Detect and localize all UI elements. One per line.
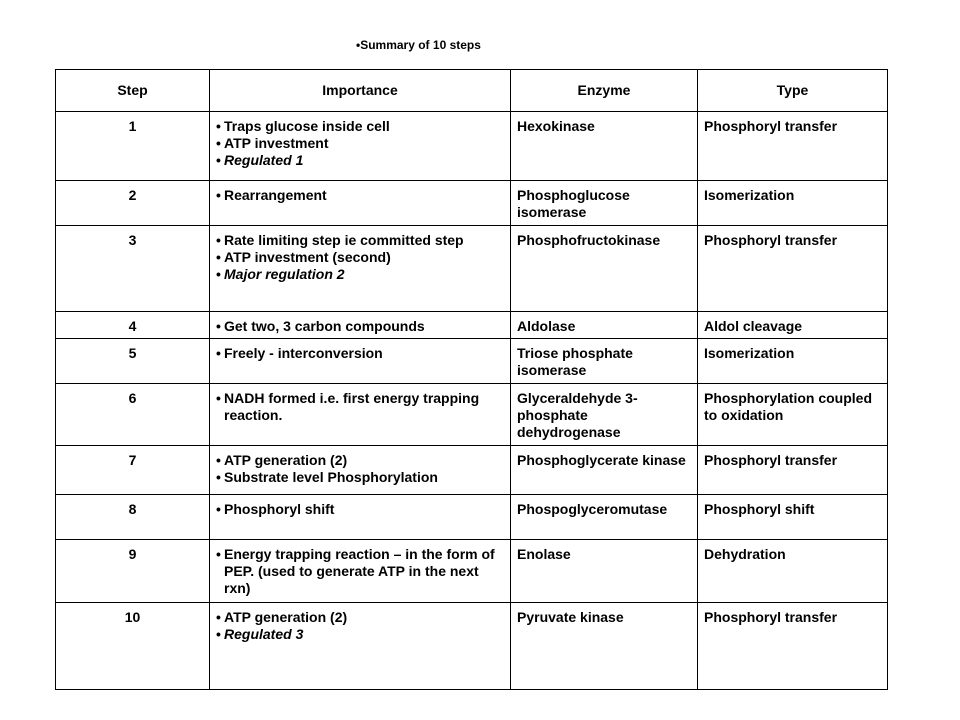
table-body [56, 112, 888, 690]
importance-bullet-item [216, 266, 504, 283]
page-title-text: Summary of 10 steps [360, 38, 481, 52]
importance-bullet-item [216, 249, 504, 266]
importance-text: Energy trapping reaction – in the form of PEP. (used to generate ATP in the next rxn) [224, 546, 495, 596]
type-cell: Phosphoryl transfer [698, 603, 888, 690]
bullet-icon: • [216, 626, 221, 642]
table-row [56, 446, 888, 495]
type-cell: Phosphoryl shift [698, 495, 888, 540]
importance-cell [210, 312, 511, 339]
bullet-icon: • [216, 345, 221, 361]
step-cell: 9 [56, 540, 210, 603]
importance-bullet-item [216, 501, 504, 518]
bullet-icon: • [216, 501, 221, 517]
importance-text: Substrate level Phosphorylation [224, 469, 438, 485]
table-header-row [56, 70, 888, 112]
bullet-icon: • [216, 187, 221, 203]
importance-text: Rate limiting step ie committed step [224, 232, 464, 248]
enzyme-cell: Enolase [511, 540, 698, 603]
importance-cell [210, 226, 511, 312]
step-cell: 6 [56, 384, 210, 446]
importance-text: Phosphoryl shift [224, 501, 335, 517]
step-cell: 7 [56, 446, 210, 495]
bullet-icon: • [216, 390, 221, 406]
step-cell: 2 [56, 181, 210, 226]
importance-text: ATP generation (2) [224, 609, 348, 625]
enzyme-cell: Hexokinase [511, 112, 698, 181]
type-cell: Phosphorylation coupled to oxidation [698, 384, 888, 446]
table-row [56, 495, 888, 540]
type-cell: Phosphoryl transfer [698, 226, 888, 312]
importance-text: Get two, 3 carbon compounds [224, 318, 425, 334]
importance-cell [210, 112, 511, 181]
importance-bullet-item [216, 318, 504, 335]
importance-text: Regulated 3 [224, 626, 304, 642]
importance-bullet-item [216, 452, 504, 469]
importance-bullet-item [216, 609, 504, 626]
enzyme-cell: Aldolase [511, 312, 698, 339]
importance-text: ATP generation (2) [224, 452, 348, 468]
table-row [56, 181, 888, 226]
importance-text: Traps glucose inside cell [224, 118, 390, 134]
importance-cell [210, 181, 511, 226]
bullet-icon: • [216, 152, 221, 168]
bullet-icon: • [216, 546, 221, 562]
table-row [56, 603, 888, 690]
header-step: Step [56, 70, 210, 112]
importance-text: Regulated 1 [224, 152, 304, 168]
importance-bullet-item [216, 546, 504, 597]
bullet-icon: • [216, 469, 221, 485]
enzyme-cell: Glyceraldehyde 3-phosphate dehydrogenase [511, 384, 698, 446]
step-cell: 8 [56, 495, 210, 540]
importance-text: ATP investment (second) [224, 249, 391, 265]
table-row [56, 384, 888, 446]
importance-text: Rearrangement [224, 187, 327, 203]
step-cell: 4 [56, 312, 210, 339]
bullet-icon: • [216, 232, 221, 248]
bullet-icon: • [216, 266, 221, 282]
importance-bullet-item [216, 152, 504, 169]
type-cell: Phosphoryl transfer [698, 112, 888, 181]
importance-bullet-item [216, 626, 504, 643]
importance-text: NADH formed i.e. first energy trapping reaction. [224, 390, 480, 423]
enzyme-cell: Triose phosphate isomerase [511, 339, 698, 384]
importance-cell [210, 540, 511, 603]
header-enzyme: Enzyme [511, 70, 698, 112]
page-title [356, 38, 481, 52]
bullet-icon: • [216, 452, 221, 468]
importance-cell [210, 446, 511, 495]
bullet-icon: • [216, 609, 221, 625]
importance-bullet-item [216, 187, 504, 204]
importance-text: Freely - interconversion [224, 345, 383, 361]
importance-bullet-item [216, 390, 504, 424]
importance-bullet-item [216, 135, 504, 152]
type-cell: Isomerization [698, 181, 888, 226]
type-cell: Dehydration [698, 540, 888, 603]
step-cell: 1 [56, 112, 210, 181]
type-cell: Phosphoryl transfer [698, 446, 888, 495]
table-row [56, 226, 888, 312]
importance-cell [210, 603, 511, 690]
bullet-icon: • [216, 249, 221, 265]
table-row [56, 540, 888, 603]
importance-cell [210, 339, 511, 384]
type-cell: Aldol cleavage [698, 312, 888, 339]
glycolysis-summary-table [55, 69, 888, 690]
header-importance: Importance [210, 70, 511, 112]
bullet-icon: • [356, 38, 361, 52]
type-cell: Isomerization [698, 339, 888, 384]
bullet-icon: • [216, 118, 221, 134]
enzyme-cell: Phosphofructokinase [511, 226, 698, 312]
table-row [56, 112, 888, 181]
header-type: Type [698, 70, 888, 112]
bullet-icon: • [216, 135, 221, 151]
importance-bullet-item [216, 118, 504, 135]
enzyme-cell: Phospoglyceromutase [511, 495, 698, 540]
importance-bullet-item [216, 469, 504, 486]
importance-text: ATP investment [224, 135, 329, 151]
enzyme-cell: Phosphoglucose isomerase [511, 181, 698, 226]
table-row [56, 339, 888, 384]
step-cell: 3 [56, 226, 210, 312]
importance-bullet-item [216, 345, 504, 362]
step-cell: 10 [56, 603, 210, 690]
table-row [56, 312, 888, 339]
enzyme-cell: Pyruvate kinase [511, 603, 698, 690]
importance-cell [210, 384, 511, 446]
enzyme-cell: Phosphoglycerate kinase [511, 446, 698, 495]
bullet-icon: • [216, 318, 221, 334]
importance-cell [210, 495, 511, 540]
importance-bullet-item [216, 232, 504, 249]
importance-text: Major regulation 2 [224, 266, 345, 282]
step-cell: 5 [56, 339, 210, 384]
